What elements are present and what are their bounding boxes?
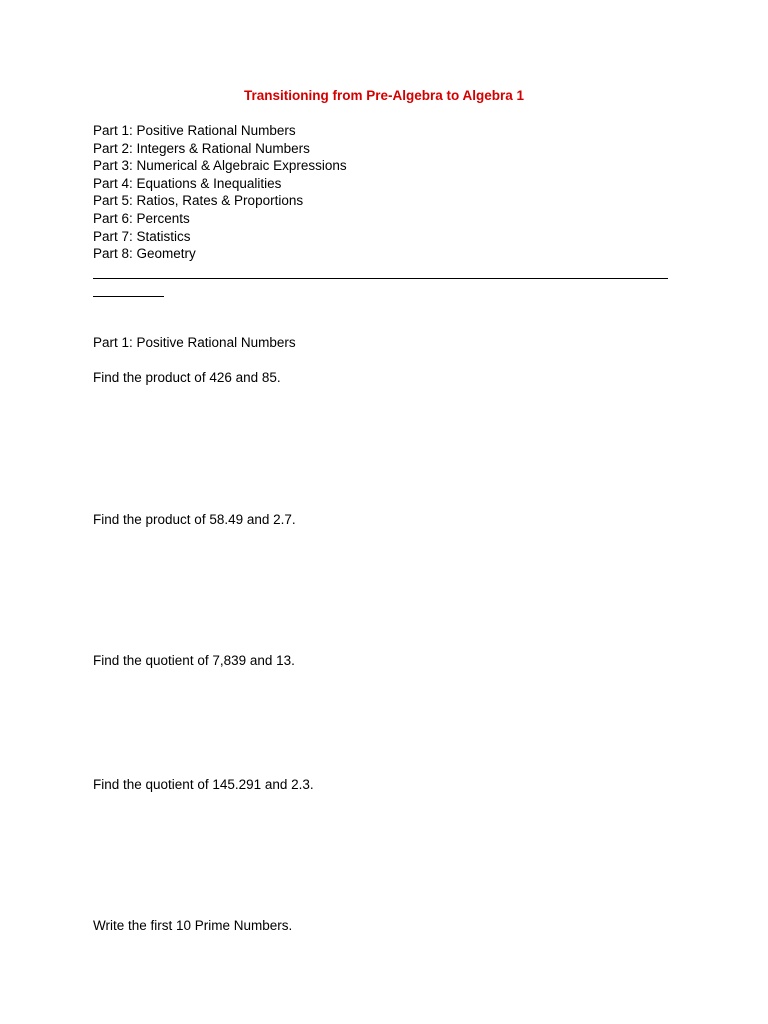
document-title: Transitioning from Pre-Algebra to Algebra 1 (243, 88, 525, 103)
toc-item-part-5: Part 5: Ratios, Rates & Proportions (93, 193, 304, 209)
section-divider (93, 278, 668, 279)
question-4: Find the quotient of 145.291 and 2.3. (93, 777, 314, 792)
toc-item-part-6: Part 6: Percents (93, 210, 190, 226)
section-divider-continuation (93, 296, 164, 297)
toc-item-part-7: Part 7: Statistics (93, 228, 191, 244)
question-1: Find the product of 426 and 85. (93, 370, 281, 385)
toc-item-part-2: Part 2: Integers & Rational Numbers (93, 140, 310, 156)
toc-item-part-1: Part 1: Positive Rational Numbers (93, 123, 296, 138)
question-3: Find the quotient of 7,839 and 13. (93, 653, 295, 668)
table-of-contents (93, 122, 347, 263)
toc-item-part-8: Part 8: Geometry (93, 246, 196, 262)
question-2: Find the product of 58.49 and 2.7. (93, 512, 296, 527)
toc-item-part-3: Part 3: Numerical & Algebraic Expressions (93, 158, 347, 174)
question-5: Write the first 10 Prime Numbers. (93, 918, 293, 933)
section-heading: Part 1: Positive Rational Numbers (93, 335, 296, 350)
toc-item-part-4: Part 4: Equations & Inequalities (93, 175, 282, 191)
